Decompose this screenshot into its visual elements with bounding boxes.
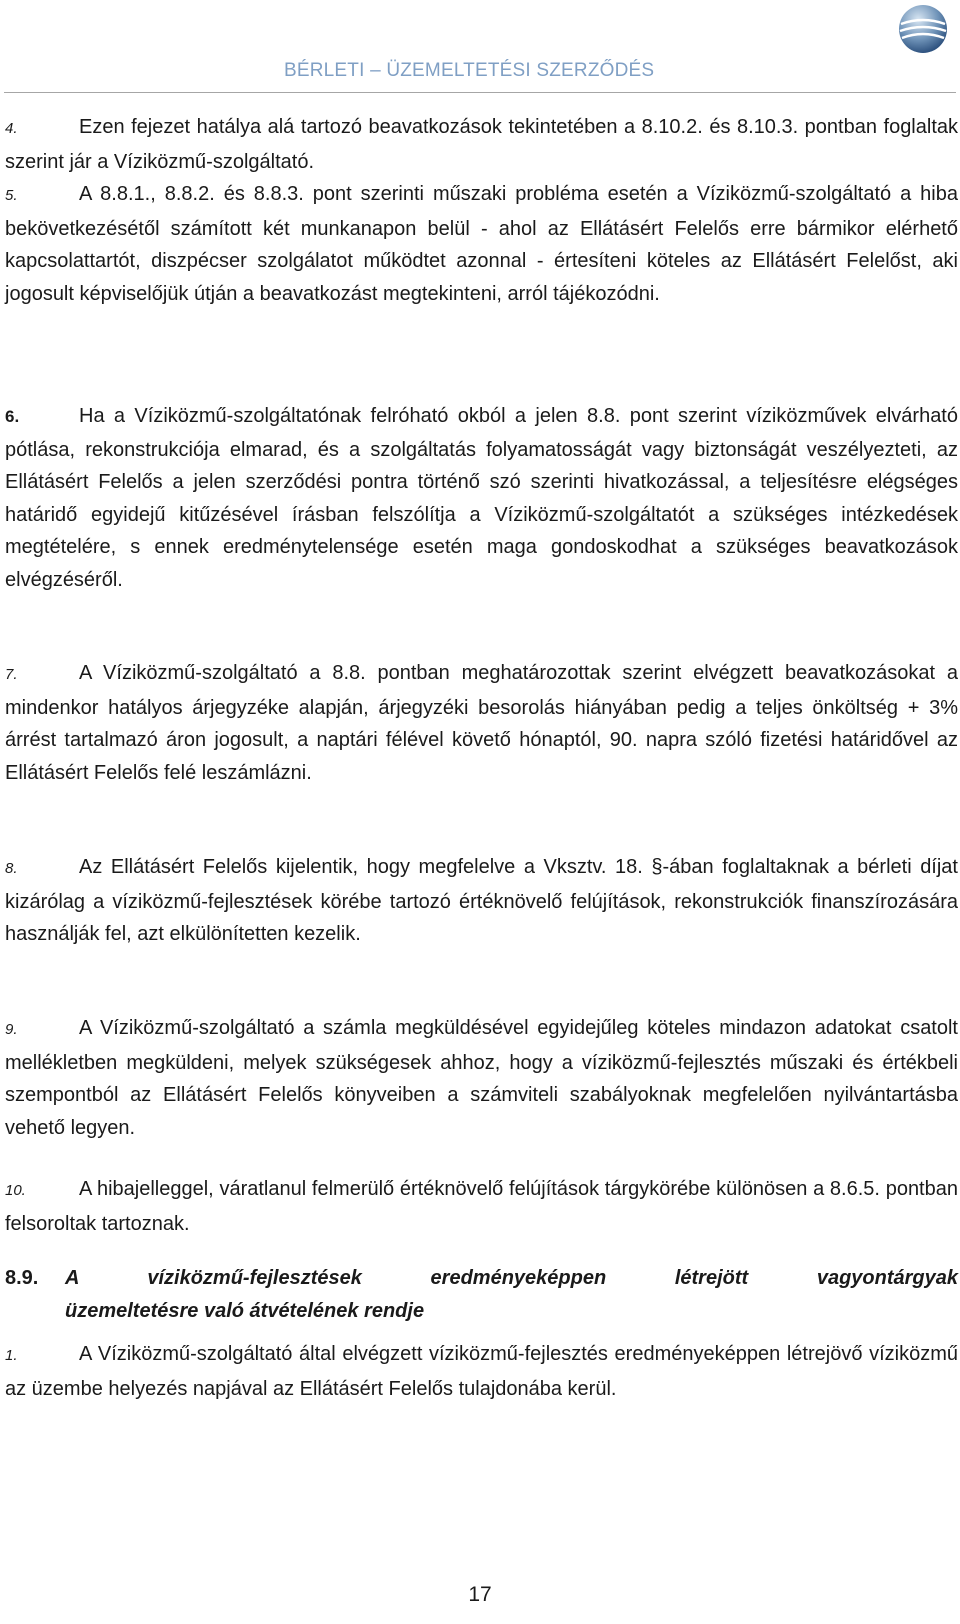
paragraph-5 [5, 178, 958, 310]
section-paragraph-1 [5, 1338, 958, 1405]
paragraph-text: Az Ellátásért Felelős kijelentik, hogy megfelelve a Vksztv. 18. §-ában foglaltaknak a bérleti díjat kizárólag a víziközmű-fejlesztések körébe tartozó értéknövelő felújítások, rekonstrukciók finanszírozására használják fel, azt elkülönítetten kezelik. [5, 856, 958, 945]
paragraph-number: 8. [5, 860, 18, 877]
paragraph-10 [5, 1173, 958, 1240]
document-title: BÉRLETI – ÜZEMELTETÉSI SZERZŐDÉS [284, 60, 655, 81]
company-globe-logo [896, 2, 950, 56]
paragraph-text: Ezen fejezet hatálya alá tartozó beavatkozások tekintetében a 8.10.2. és 8.10.3. pontban foglaltak szerint jár a Víziközmű-szolgáltató. [5, 116, 958, 173]
paragraph-7 [5, 657, 958, 789]
paragraph-4 [5, 111, 958, 178]
paragraph-6 [5, 400, 958, 596]
paragraph-number: 1. [5, 1347, 18, 1364]
page-number: 17 [468, 1583, 492, 1606]
paragraph-text: Ha a Víziközmű-szolgáltatónak felróható okból a jelen 8.8. pont szerint víziközművek elvárható pótlása, rekonstrukciója elmarad, és a szolgáltatás folyamatosságát vagy biztonságát veszélyezteti, az Ellátásért Felelős a jelen szerződési pontra történő szó szerinti hivatkozással, a teljesítésre elégséges határidő egyidejű kitűzésével írásban felszólítja a Víziközmű-szolgáltatót a szükséges intézkedések megtételére, s ennek eredménytelensége esetén maga gondoskodhat a szükséges beavatkozások elvégzéséről. [5, 405, 958, 591]
paragraph-number: 10. [5, 1182, 26, 1199]
paragraph-8 [5, 851, 958, 951]
section-title-line-1: A víziközmű-fejlesztések eredményeképpen létrejött vagyontárgyak [65, 1267, 958, 1289]
paragraph-number: 9. [5, 1021, 18, 1038]
section-heading [5, 1262, 958, 1327]
paragraph-text: A Víziközmű-szolgáltató által elvégzett víziközmű-fejlesztés eredményeképpen létrejövő víziközmű az üzembe helyezés napjával az Ellátásért Felelős tulajdonába kerül. [5, 1343, 958, 1400]
paragraph-text: A 8.8.1., 8.8.2. és 8.8.3. pont szerinti műszaki probléma esetén a Víziközmű-szolgáltató a hiba bekövetkezésétől számított két munkanapon belül - ahol az Ellátásért Felelős erre bármikor elérhető kapcsolattartót, diszpécser szolgálatot működtet azonnal - értesíteni köteles az Ellátásért Felelőst, aki jogosult képviselőjük útján a beavatkozást megtekinteni, arról tájékozódni. [5, 183, 958, 305]
paragraph-number: 6. [5, 407, 20, 426]
paragraph-9 [5, 1012, 958, 1144]
header-divider [4, 92, 956, 93]
paragraph-number: 7. [5, 666, 18, 683]
section-title-line-2: üzemeltetésre való átvételének rendje [65, 1299, 425, 1322]
paragraph-text: A Víziközmű-szolgáltató a számla megküldésével egyidejűleg köteles mindazon adatokat csatolt mellékletben megküldeni, melyek szükségesek ahhoz, hogy a víziközmű-fejlesztés műszaki és értékbeli szempontból az Ellátásért Felelős könyveiben a számviteli szabályoknak megfelelően nyilvántartásba vehető legyen. [5, 1017, 958, 1139]
paragraph-number: 5. [5, 187, 18, 204]
paragraph-number: 4. [5, 120, 18, 137]
paragraph-text: A hibajelleggel, váratlanul felmerülő értéknövelő felújítások tárgykörébe különösen a 8.6.5. pontban felsoroltak tartoznak. [5, 1178, 958, 1235]
paragraph-text: A Víziközmű-szolgáltató a 8.8. pontban meghatározottak szerint elvégzett beavatkozásokat a mindenkor hatályos árjegyzéke alapján, árjegyzéki besorolás hiányában pedig a teljes önköltség + 3% árrést tartalmazó áron jogosult, a naptári félével követő hónaptól, 90. napra szóló fizetési határidővel az Ellátásért Felelős felé leszámlázni. [5, 662, 958, 784]
page-header [0, 58, 960, 88]
section-number: 8.9. [5, 1267, 39, 1289]
